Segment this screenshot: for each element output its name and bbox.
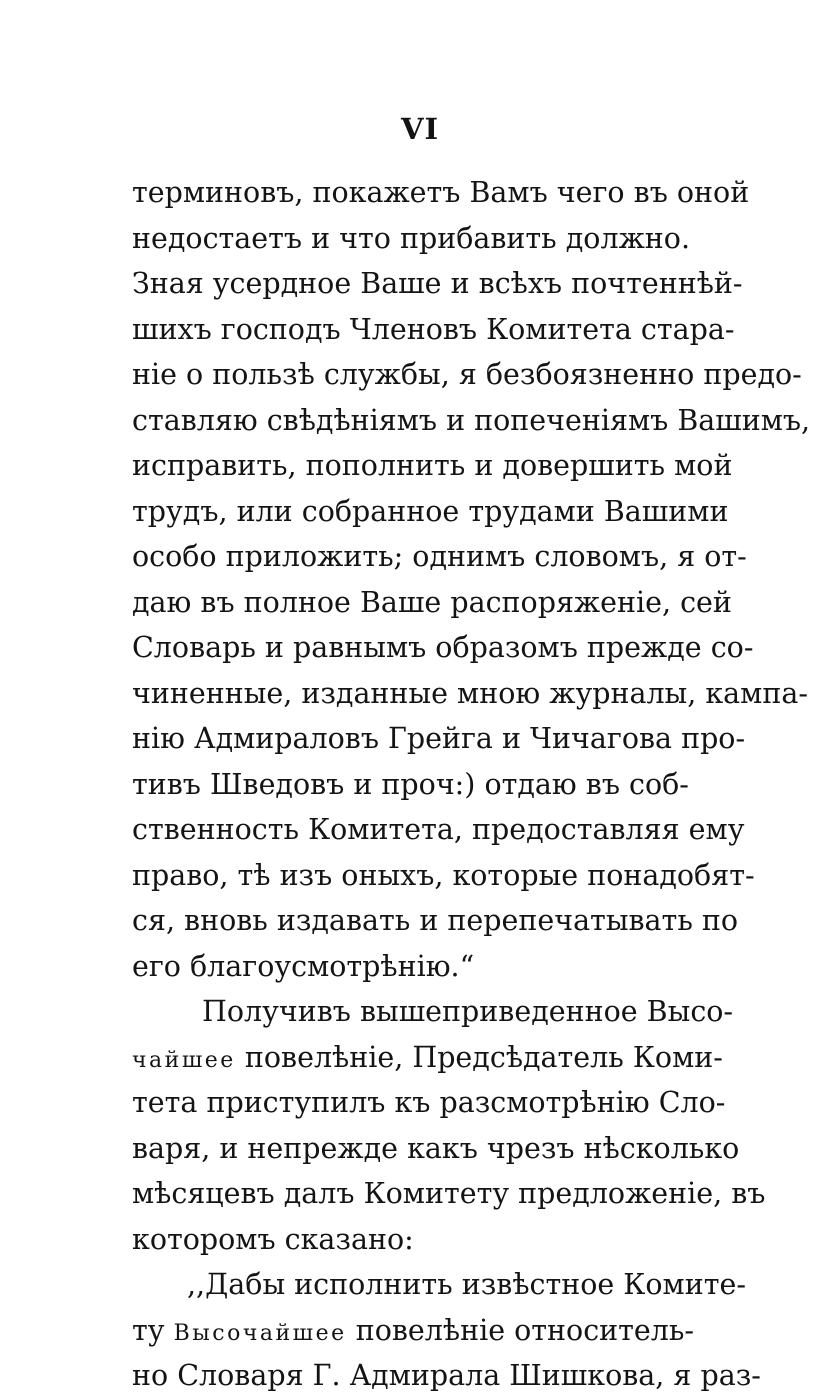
paragraph-3-line-2 [132,1308,695,1354]
text-line: даю въ полное Ваше распоряженiе, сей [132,585,732,619]
text-line: особо приложить; однимъ словомъ, я от- [132,540,747,573]
paragraph-2-last-line: которомъ сказано: [132,1222,414,1256]
text-line: варя, и непрежде какъ чрезъ нѣсколько [132,1131,740,1165]
text-line: ставляю свѣдѣнiямъ и попеченiямъ Вашимъ, [132,403,811,437]
paragraph-2-line-2 [132,1035,723,1081]
text-line: Словарь и равнымъ образомъ прежде со- [132,631,754,664]
text-line: ся, вновь издавать и перепечатывать по [132,904,739,937]
text-line: чиненные, изданные мною журналы, кампа- [132,676,808,710]
text-line: но Словаря Г. Адмирала Шишкова, я раз- [132,1359,761,1392]
paragraph-3-first-line: ,,Дабы исполнить извѣстное Комите- [187,1268,746,1301]
text-line-last: его благоусмотрѣнiю.“ [132,949,475,983]
text-line: терминовъ, покажетъ Вамъ чего въ оной [132,176,750,209]
text-line: ственность Комитета, предоставляя ему [132,813,745,846]
text-line: трудъ, или собранное трудами Вашими [132,494,729,528]
text-line: недостаетъ и что прибавить должно. [132,221,691,255]
text-line: нiе о пользѣ службы, я безбоязненно предо- [132,358,802,391]
text-line: шихъ господъ Членовъ Комитета стара- [132,312,735,346]
emphasis-spaced: Высочайшее [173,1320,347,1346]
page-number: VI [400,112,440,146]
text-line: мѣсяцевъ далъ Комитету предложенiе, въ [132,1177,766,1210]
text-line: право, тѣ изъ оныхъ, которые понадобят- [132,858,755,892]
emphasis-spaced: чайшее [132,1047,236,1073]
text-fragment: ту [132,1313,174,1347]
text-fragment: повелѣнiе относитель- [346,1313,695,1347]
text-line: исправить, пополнить и довершить мой [132,449,733,482]
text-line: тета приступилъ къ разсмотрѣнiю Сло- [132,1086,726,1119]
body-text [132,170,811,1399]
paragraph-2-first-line: Получивъ вышеприведенное Высо- [202,995,734,1028]
text-line: нiю Адмираловъ Грейга и Чичагова про- [132,722,746,755]
text-line: Зная усердное Ваше и всѣхъ почтеннѣй- [132,267,743,300]
text-line: тивъ Шведовъ и проч:) отдаю въ соб- [132,767,689,801]
text-fragment: повелѣнiе, Предсѣдатель Коми- [235,1040,723,1074]
